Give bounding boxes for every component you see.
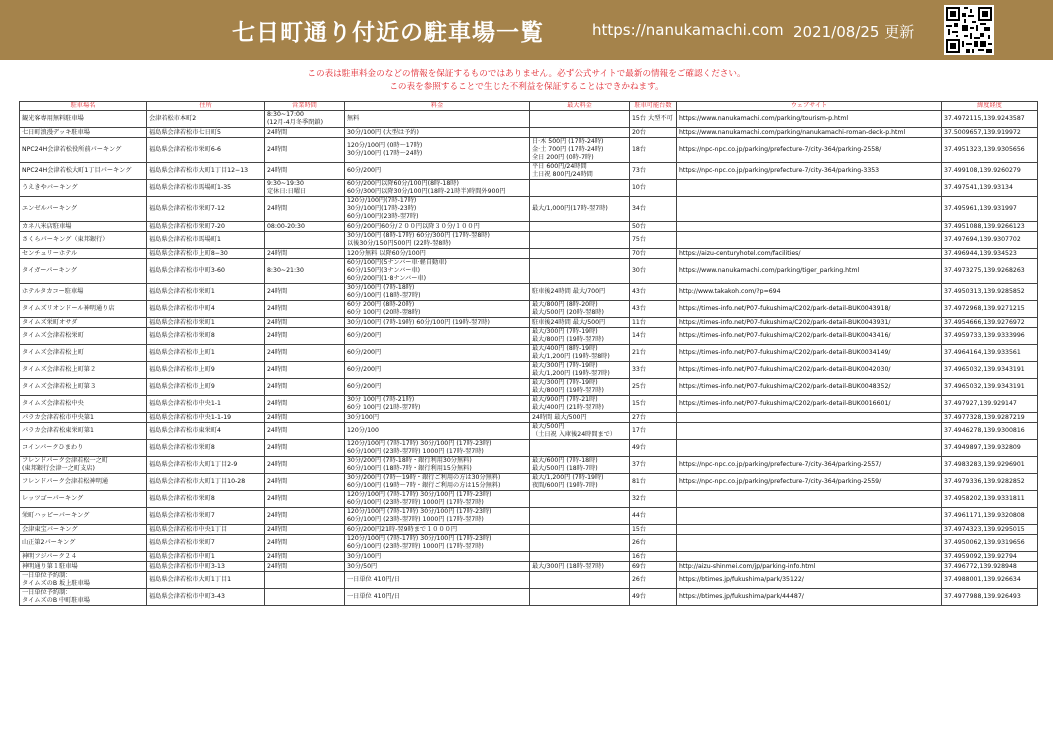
cell-latlng: 37.4958202,139.9331811 <box>942 491 1038 508</box>
cell-max <box>530 535 630 552</box>
page-title: 七日町通り付近の駐車場一覧 <box>232 20 544 46</box>
site-url[interactable]: https://nanukamachi.com <box>592 21 784 39</box>
cell-max: 24時間 最大/500円 <box>530 413 630 423</box>
table-row <box>20 111 1038 128</box>
table-row <box>20 138 1038 163</box>
parking-table <box>19 101 1038 606</box>
cell-spaces: 11台 <box>630 318 677 328</box>
table-row <box>20 457 1038 474</box>
cell-fee: 一日単位 410円/日 <box>345 572 530 589</box>
cell-max <box>530 552 630 562</box>
cell-name: タイムズ会津若松上町第３ <box>20 379 147 396</box>
cell-site[interactable]: https://times-info.net/P07-fukushima/C202/park-detail-BUK0043931/ <box>677 318 942 328</box>
cell-name: 七日町浪漫デッキ駐車場 <box>20 128 147 138</box>
cell-latlng: 37.4951323,139.9305656 <box>942 138 1038 163</box>
cell-name: フレンドパーク会津若松一之町 (東邦銀行会津一之町支店) <box>20 457 147 474</box>
cell-name: コインパークひまわり <box>20 440 147 457</box>
cell-hours: 24時間 <box>265 413 345 423</box>
cell-max <box>530 128 630 138</box>
table-row <box>20 440 1038 457</box>
cell-name: タイムズリオンドール神明通り店 <box>20 301 147 318</box>
cell-spaces: 27台 <box>630 413 677 423</box>
column-header-latlng: 緯度経度 <box>942 102 1038 111</box>
cell-spaces: 33台 <box>630 362 677 379</box>
cell-max <box>530 525 630 535</box>
table-row <box>20 259 1038 284</box>
cell-name: タイムズ会津若松栄町 <box>20 328 147 345</box>
cell-spaces: 43台 <box>630 301 677 318</box>
cell-address: 福島県会津若松市上町9 <box>147 379 265 396</box>
cell-address: 福島県会津若松市栄町8 <box>147 328 265 345</box>
cell-latlng: 37.497694,139.9307702 <box>942 232 1038 249</box>
cell-spaces: 18台 <box>630 138 677 163</box>
cell-fee: 60分/200円 <box>345 362 530 379</box>
cell-max: 駐車後24時間 最大/500円 <box>530 318 630 328</box>
cell-max <box>530 111 630 128</box>
cell-fee: 60分/100円(5ナンバー車·軽自動車) 60分/150円(3ナンバー車) 60分/200円(1·8ナンバー車) <box>345 259 530 284</box>
cell-address: 福島県会津若松市大町1丁目10-28 <box>147 474 265 491</box>
cell-fee: 30分/50円 <box>345 562 530 572</box>
cell-fee: 120分/100円 (7時-17時) 30分/100円 (17時-23時) 60分/100円 (23時-翌7時) 1000円 (17時-翌7時) <box>345 440 530 457</box>
cell-hours: 24時間 <box>265 491 345 508</box>
page-header <box>0 0 1053 60</box>
cell-fee: 30分/100円 (7時-18時) 60分/100円 (18時-翌7時) <box>345 284 530 301</box>
column-header-fee: 料金 <box>345 102 530 111</box>
cell-hours: 24時間 <box>265 318 345 328</box>
cell-max: 最大/300円 (18時-翌7時) <box>530 562 630 572</box>
cell-name: タイムズ会津若松中央 <box>20 396 147 413</box>
cell-hours: 9:30~19:30 定休日:日曜日 <box>265 180 345 197</box>
cell-hours <box>265 232 345 249</box>
cell-fee: 120分/100円 (7時-17時) 30分/100円 (17時-23時) 60分/100円 (23時-翌7時) 1000円 (17時-翌7時) <box>345 491 530 508</box>
cell-name: タイムズ会津若松上町 <box>20 345 147 362</box>
cell-max <box>530 491 630 508</box>
disclaimer-line-1: この表は駐車料金のなどの情報を保証するものではありません。必ず公式サイトで最新の情報をご確認ください。 <box>307 69 746 79</box>
table-row <box>20 474 1038 491</box>
cell-latlng: 37.4965032,139.9343191 <box>942 379 1038 396</box>
cell-site <box>677 232 942 249</box>
cell-address: 福島県会津若松市上町9 <box>147 362 265 379</box>
cell-latlng: 37.4979336,139.9282852 <box>942 474 1038 491</box>
cell-fee: 30分100円 <box>345 413 530 423</box>
cell-hours: 24時間 <box>265 128 345 138</box>
cell-site[interactable]: https://times-info.net/P07-fukushima/C202/park-detail-BUK0016601/ <box>677 396 942 413</box>
cell-name: うえきやパーキング <box>20 180 147 197</box>
cell-max <box>530 589 630 606</box>
table-row <box>20 535 1038 552</box>
table-header-row <box>20 102 1038 111</box>
cell-max: 最大/900円 (7時-21時) 最大/400円 (21時-翌7時) <box>530 396 630 413</box>
column-header-max: 最大料金 <box>530 102 630 111</box>
cell-fee: 120分/100 <box>345 423 530 440</box>
cell-max: 最大/1,200円 (7時-19時) 夜間/600円 (19時-7時) <box>530 474 630 491</box>
cell-name: NPC24H会津若松役所前パーキング <box>20 138 147 163</box>
cell-name: センチュリーホテル <box>20 249 147 259</box>
table-row <box>20 128 1038 138</box>
cell-hours: 24時間 <box>265 163 345 180</box>
cell-address: 福島県会津若松市中町1 <box>147 552 265 562</box>
cell-site[interactable]: https://btimes.jp/fukushima/park/44487/ <box>677 589 942 606</box>
cell-spaces: 17台 <box>630 423 677 440</box>
cell-name: パラカ会津若松市中央第1 <box>20 413 147 423</box>
cell-site[interactable]: https://aizu-centuryhotel.com/facilities/ <box>677 249 942 259</box>
cell-site[interactable]: https://www.nanukamachi.com/parking/tiger_parking.html <box>677 259 942 284</box>
cell-latlng: 37.4983283,139.9296901 <box>942 457 1038 474</box>
cell-spaces: 14台 <box>630 328 677 345</box>
cell-latlng: 37.4949897,139.932809 <box>942 440 1038 457</box>
cell-address: 福島県会津若松市栄町8 <box>147 440 265 457</box>
cell-latlng: 37.4972968,139.9271215 <box>942 301 1038 318</box>
cell-hours: 24時間 <box>265 562 345 572</box>
cell-name: カネ八米店駐車場 <box>20 222 147 232</box>
cell-address: 福島県会津若松市中央1丁目 <box>147 525 265 535</box>
cell-max: 最大/1,000円(17時-翌7時) <box>530 197 630 222</box>
cell-fee: 60分/200円60分/２００円以降３０分/１００円 <box>345 222 530 232</box>
cell-hours <box>265 572 345 589</box>
cell-address: 福島県会津若松市栄町1 <box>147 284 265 301</box>
cell-hours: 24時間 <box>265 423 345 440</box>
cell-latlng: 37.4959733,139.9333996 <box>942 328 1038 345</box>
cell-hours: 24時間 <box>265 328 345 345</box>
table-row <box>20 396 1038 413</box>
cell-fee: 30分/100円 (7時-19時) 60分/100円 (19時-翌7時) <box>345 318 530 328</box>
cell-site <box>677 552 942 562</box>
cell-address: 福島県会津若松市東栄町4 <box>147 423 265 440</box>
column-header-address: 住所 <box>147 102 265 111</box>
cell-hours <box>265 589 345 606</box>
cell-latlng: 37.4959092,139.92794 <box>942 552 1038 562</box>
cell-address: 福島県会津若松市大町1丁目1 <box>147 572 265 589</box>
cell-name: 一日単位予約制： タイムズのB 坂上駐車場 <box>20 572 147 589</box>
cell-latlng: 37.495961,139.931997 <box>942 197 1038 222</box>
table-row <box>20 362 1038 379</box>
cell-spaces: 44台 <box>630 508 677 525</box>
cell-spaces: 15台 大型不可 <box>630 111 677 128</box>
table-row <box>20 284 1038 301</box>
cell-address: 福島県会津若松市栄町8 <box>147 491 265 508</box>
cell-name: 山正第2パーキング <box>20 535 147 552</box>
cell-hours: 24時間 <box>265 249 345 259</box>
cell-fee: 60分/200円21時-翌9時まで１０００円 <box>345 525 530 535</box>
cell-site[interactable]: http://www.takakoh.com/?p=694 <box>677 284 942 301</box>
cell-site <box>677 508 942 525</box>
cell-address: 福島県会津若松市中央1-1 <box>147 396 265 413</box>
cell-spaces: 69台 <box>630 562 677 572</box>
cell-spaces: 26台 <box>630 535 677 552</box>
cell-hours: 8:30~17:00 (12月-4月冬季閉鎖) <box>265 111 345 128</box>
cell-site <box>677 491 942 508</box>
cell-site[interactable]: https://www.nanukamachi.com/parking/nanukamachi-roman-deck-p.html <box>677 128 942 138</box>
table-body <box>20 111 1038 606</box>
cell-address: 福島県会津若松市栄町7-12 <box>147 197 265 222</box>
cell-max <box>530 259 630 284</box>
cell-latlng: 37.4950313,139.9285852 <box>942 284 1038 301</box>
column-header-spaces: 駐車可能台数 <box>630 102 677 111</box>
cell-max: 最大/800円 (8時-20時) 最大/500円 (20時-翌8時) <box>530 301 630 318</box>
disclaimer-notice <box>0 68 1053 94</box>
cell-address: 福島県会津若松市栄町1 <box>147 318 265 328</box>
cell-address: 福島県会津若松市七日町5 <box>147 128 265 138</box>
table-row <box>20 552 1038 562</box>
column-header-hours: 営業時間 <box>265 102 345 111</box>
cell-site[interactable]: https://times-info.net/P07-fukushima/C202/park-detail-BUK0048352/ <box>677 379 942 396</box>
cell-fee: 60分/200円以降60分/100円(8時-18時) 60分/300円以降30分/100円(18時-21時半)時間外900円 <box>345 180 530 197</box>
cell-hours: 24時間 <box>265 457 345 474</box>
cell-fee: 60分 200円 (8時-20時) 60分 100円 (20時-翌8時) <box>345 301 530 318</box>
cell-hours: 24時間 <box>265 138 345 163</box>
table-row <box>20 222 1038 232</box>
cell-site[interactable]: https://npc-npc.co.jp/parking/prefecture-7/city-364/parking-2559/ <box>677 474 942 491</box>
cell-name: 栄町ハッピーパーキング <box>20 508 147 525</box>
cell-hours: 08:00-20:30 <box>265 222 345 232</box>
cell-spaces: 20台 <box>630 128 677 138</box>
cell-spaces: 43台 <box>630 284 677 301</box>
cell-latlng: 37.5009657,139.919972 <box>942 128 1038 138</box>
cell-site <box>677 180 942 197</box>
cell-fee: 120分無料 以降60分/100円 <box>345 249 530 259</box>
cell-hours: 24時間 <box>265 396 345 413</box>
cell-spaces: 32台 <box>630 491 677 508</box>
cell-address: 会津若松市本町2 <box>147 111 265 128</box>
cell-site <box>677 222 942 232</box>
cell-fee: 120分/100円 (0時〜17時) 30分/100円 (17時〜24時) <box>345 138 530 163</box>
qr-code-icon <box>944 5 994 55</box>
table-row <box>20 345 1038 362</box>
cell-hours: 24時間 <box>265 197 345 222</box>
table-row <box>20 423 1038 440</box>
cell-site[interactable]: http://aizu-shinmei.com/jp/parking-info.html <box>677 562 942 572</box>
cell-spaces: 49台 <box>630 440 677 457</box>
table-row <box>20 525 1038 535</box>
cell-address: 福島県会津若松市中町3-60 <box>147 259 265 284</box>
cell-site <box>677 525 942 535</box>
cell-max: 駐車後24時間 最大/700円 <box>530 284 630 301</box>
cell-spaces: 37台 <box>630 457 677 474</box>
cell-max <box>530 508 630 525</box>
table-row <box>20 163 1038 180</box>
cell-site <box>677 197 942 222</box>
cell-address: 福島県会津若松市馬場町1 <box>147 232 265 249</box>
table-row <box>20 180 1038 197</box>
cell-name: 一日単位予約制： タイムズのB 中町駐車場 <box>20 589 147 606</box>
cell-max: 最大/400円 (8時-19時) 最大/1,200円 (19時-翌8時) <box>530 345 630 362</box>
cell-fee: 無料 <box>345 111 530 128</box>
cell-spaces: 50台 <box>630 222 677 232</box>
cell-site[interactable]: https://times-info.net/P07-fukushima/C202/park-detail-BUK0034149/ <box>677 345 942 362</box>
cell-fee: 120分/100円(7時-17時) 30分/100円(17時-23時) 60分/100円(23時-翌7時) <box>345 197 530 222</box>
cell-spaces: 34台 <box>630 197 677 222</box>
table-row <box>20 249 1038 259</box>
cell-max <box>530 249 630 259</box>
cell-hours: 24時間 <box>265 379 345 396</box>
table-row <box>20 413 1038 423</box>
cell-hours: 24時間 <box>265 345 345 362</box>
cell-spaces: 30台 <box>630 259 677 284</box>
cell-hours: 24時間 <box>265 474 345 491</box>
cell-address: 福島県会津若松市中町3-43 <box>147 589 265 606</box>
cell-spaces: 70台 <box>630 249 677 259</box>
column-header-website: ウェブサイト <box>677 102 942 111</box>
cell-address: 福島県会津若松市中央1-1-19 <box>147 413 265 423</box>
cell-latlng: 37.4977988,139.926493 <box>942 589 1038 606</box>
cell-max: 最大/500円 （土日祝 入庫後24時間まで） <box>530 423 630 440</box>
cell-spaces: 73台 <box>630 163 677 180</box>
table-row <box>20 197 1038 222</box>
cell-fee: 120分/100円 (7時-17時) 30分/100円 (17時-23時) 60分/100円 (23時-翌7時) 1000円 (17時-翌7時) <box>345 508 530 525</box>
cell-fee: 120分/100円 (7時-17時) 30分/100円 (17時-23時) 60分/100円 (23時-翌7時) 1000円 (17時-翌7時) <box>345 535 530 552</box>
cell-fee: 60分/200円 <box>345 379 530 396</box>
cell-address: 福島県会津若松市中町4 <box>147 301 265 318</box>
cell-hours: 24時間 <box>265 362 345 379</box>
table-row <box>20 572 1038 589</box>
cell-latlng: 37.496772,139.928948 <box>942 562 1038 572</box>
cell-max: 最大/300円 (7時-19時) 最大/800円 (19時-翌7時) <box>530 328 630 345</box>
cell-spaces: 75台 <box>630 232 677 249</box>
cell-name: ホテルタカコー駐車場 <box>20 284 147 301</box>
cell-max: 最大/300円 (7時-19時) 最大/1,200円 (19時-翌7時) <box>530 362 630 379</box>
cell-name: 会津東宝パーキング <box>20 525 147 535</box>
cell-fee: 30分/100円 <box>345 552 530 562</box>
cell-address: 福島県会津若松市中町3-13 <box>147 562 265 572</box>
cell-latlng: 37.499108,139.9260279 <box>942 163 1038 180</box>
cell-address: 福島県会津若松市上町8−30 <box>147 249 265 259</box>
cell-spaces: 16台 <box>630 552 677 562</box>
cell-site[interactable]: https://btimes.jp/fukushima/park/35122/ <box>677 572 942 589</box>
cell-name: フレンドパーク会津若松神明通 <box>20 474 147 491</box>
cell-latlng: 37.496944,139.934523 <box>942 249 1038 259</box>
cell-fee: 30分/100円 (大型は予約) <box>345 128 530 138</box>
cell-fee: 一日単位 410円/日 <box>345 589 530 606</box>
cell-spaces: 15台 <box>630 525 677 535</box>
cell-latlng: 37.4973275,139.9268263 <box>942 259 1038 284</box>
cell-latlng: 37.497927,139.929147 <box>942 396 1038 413</box>
cell-address: 福島県会津若松市栄町6-6 <box>147 138 265 163</box>
cell-hours: 24時間 <box>265 552 345 562</box>
cell-name: レッツゴーパーキング <box>20 491 147 508</box>
cell-site <box>677 423 942 440</box>
cell-spaces: 25台 <box>630 379 677 396</box>
cell-latlng: 37.497541,139.93134 <box>942 180 1038 197</box>
table-row <box>20 491 1038 508</box>
table-row <box>20 232 1038 249</box>
cell-site[interactable]: https://npc-npc.co.jp/parking/prefecture-7/city-364/parking-2558/ <box>677 138 942 163</box>
cell-latlng: 37.4964164,139.933561 <box>942 345 1038 362</box>
column-header-name: 駐車場名 <box>20 102 147 111</box>
cell-latlng: 37.4974323,139.9295015 <box>942 525 1038 535</box>
cell-name: パラカ会津若松東栄町第1 <box>20 423 147 440</box>
cell-spaces: 15台 <box>630 396 677 413</box>
cell-hours: 24時間 <box>265 525 345 535</box>
cell-spaces: 21台 <box>630 345 677 362</box>
cell-hours: 24時間 <box>265 440 345 457</box>
cell-address: 福島県会津若松市大町1丁目2-9 <box>147 457 265 474</box>
cell-latlng: 37.4988001,139.926634 <box>942 572 1038 589</box>
cell-site[interactable]: https://npc-npc.co.jp/parking/prefecture-7/city-364/parking-3353 <box>677 163 942 180</box>
cell-fee: 30分 100円 (7時-21時) 60分 100円 (21時-翌7時) <box>345 396 530 413</box>
cell-address: 福島県会津若松市栄町7 <box>147 508 265 525</box>
cell-latlng: 37.4946278,139.9300816 <box>942 423 1038 440</box>
table-row <box>20 562 1038 572</box>
cell-address: 福島県会津若松市上町1 <box>147 345 265 362</box>
cell-max: 平日 600円/24時間 土日祝 800円/24時間 <box>530 163 630 180</box>
cell-site[interactable]: https://times-info.net/P07-fukushima/C202/park-detail-BUK0043416/ <box>677 328 942 345</box>
cell-hours: 8:30~21:30 <box>265 259 345 284</box>
cell-name: 神明通り第１駐車場 <box>20 562 147 572</box>
cell-hours: 24時間 <box>265 301 345 318</box>
cell-name: タイムズ会津若松上町第２ <box>20 362 147 379</box>
cell-name: さくらパーキング（東邦銀行） <box>20 232 147 249</box>
cell-site[interactable]: https://npc-npc.co.jp/parking/prefecture-7/city-364/parking-2557/ <box>677 457 942 474</box>
table-row <box>20 318 1038 328</box>
cell-fee: 60分/200円 <box>345 163 530 180</box>
cell-site[interactable]: https://times-info.net/P07-fukushima/C202/park-detail-BUK0043918/ <box>677 301 942 318</box>
cell-hours: 24時間 <box>265 508 345 525</box>
cell-address: 福島県会津若松市栄町7-20 <box>147 222 265 232</box>
cell-max <box>530 232 630 249</box>
cell-max: 最大/300円 (7時-19時) 最大/800円 (19時-翌7時) <box>530 379 630 396</box>
cell-latlng: 37.4950062,139.9319656 <box>942 535 1038 552</box>
cell-name: 神明フジパーク２４ <box>20 552 147 562</box>
cell-hours: 24時間 <box>265 284 345 301</box>
cell-site[interactable]: https://times-info.net/P07-fukushima/C202/park-detail-BUK0042030/ <box>677 362 942 379</box>
cell-latlng: 37.4954666,139.9276972 <box>942 318 1038 328</box>
cell-fee: 60分/200円 <box>345 345 530 362</box>
cell-name: タイガーパーキング <box>20 259 147 284</box>
cell-latlng: 37.4961171,139.9320808 <box>942 508 1038 525</box>
cell-max <box>530 222 630 232</box>
cell-site <box>677 413 942 423</box>
cell-max <box>530 180 630 197</box>
cell-latlng: 37.4965032,139.9343191 <box>942 362 1038 379</box>
cell-latlng: 37.4972115,139.9243587 <box>942 111 1038 128</box>
cell-fee: 30分/200円 (7時-18時・銀行利用30分無料) 60分/100円 (18時-7時・銀行利用15分無料) <box>345 457 530 474</box>
cell-name: 観光客専用無料駐車場 <box>20 111 147 128</box>
table-row <box>20 301 1038 318</box>
cell-fee: 30分/100円 (8時-17時) 60分/300円 (17時-翌8時) 以後30分/150円500円 (22時-翌8時) <box>345 232 530 249</box>
cell-max <box>530 572 630 589</box>
updated-date: 2021/08/25 更新 <box>793 23 915 41</box>
cell-spaces: 81台 <box>630 474 677 491</box>
cell-address: 福島県会津若松市馬場町1-35 <box>147 180 265 197</box>
table-row <box>20 589 1038 606</box>
cell-site <box>677 535 942 552</box>
cell-name: タイムズ栄町オサダ <box>20 318 147 328</box>
disclaimer-line-2: この表を参照することで生じた不利益を保証することはできかねます。 <box>389 82 664 92</box>
cell-max <box>530 440 630 457</box>
cell-latlng: 37.4951088,139.9266123 <box>942 222 1038 232</box>
cell-site <box>677 440 942 457</box>
cell-spaces: 10台 <box>630 180 677 197</box>
cell-max: 日·木 500円 (17時-24時) 金·土 700円 (17時-24時) 全日 200円 (0時-7時) <box>530 138 630 163</box>
cell-latlng: 37.4977328,139.9287219 <box>942 413 1038 423</box>
cell-address: 福島県会津若松市栄町7 <box>147 535 265 552</box>
cell-fee: 60分/200円 <box>345 328 530 345</box>
cell-site[interactable]: https://www.nanukamachi.com/parking/tourism-p.html <box>677 111 942 128</box>
table-row <box>20 508 1038 525</box>
cell-spaces: 26台 <box>630 572 677 589</box>
cell-name: NPC24H会津若松大町1丁目パーキング <box>20 163 147 180</box>
cell-max: 最大/600円 (7時-18時) 最大/500円 (18時-7時) <box>530 457 630 474</box>
cell-spaces: 49台 <box>630 589 677 606</box>
cell-fee: 30分/200円 (7時〜19時・銀行ご利用の方は30分無料) 60分/100円 (19時〜7時・銀行ご利用の方は15分無料) <box>345 474 530 491</box>
cell-name: エンゼルパーキング <box>20 197 147 222</box>
cell-hours: 24時間 <box>265 535 345 552</box>
table-row <box>20 328 1038 345</box>
cell-address: 福島県会津若松市大町1丁目12−13 <box>147 163 265 180</box>
table-row <box>20 379 1038 396</box>
